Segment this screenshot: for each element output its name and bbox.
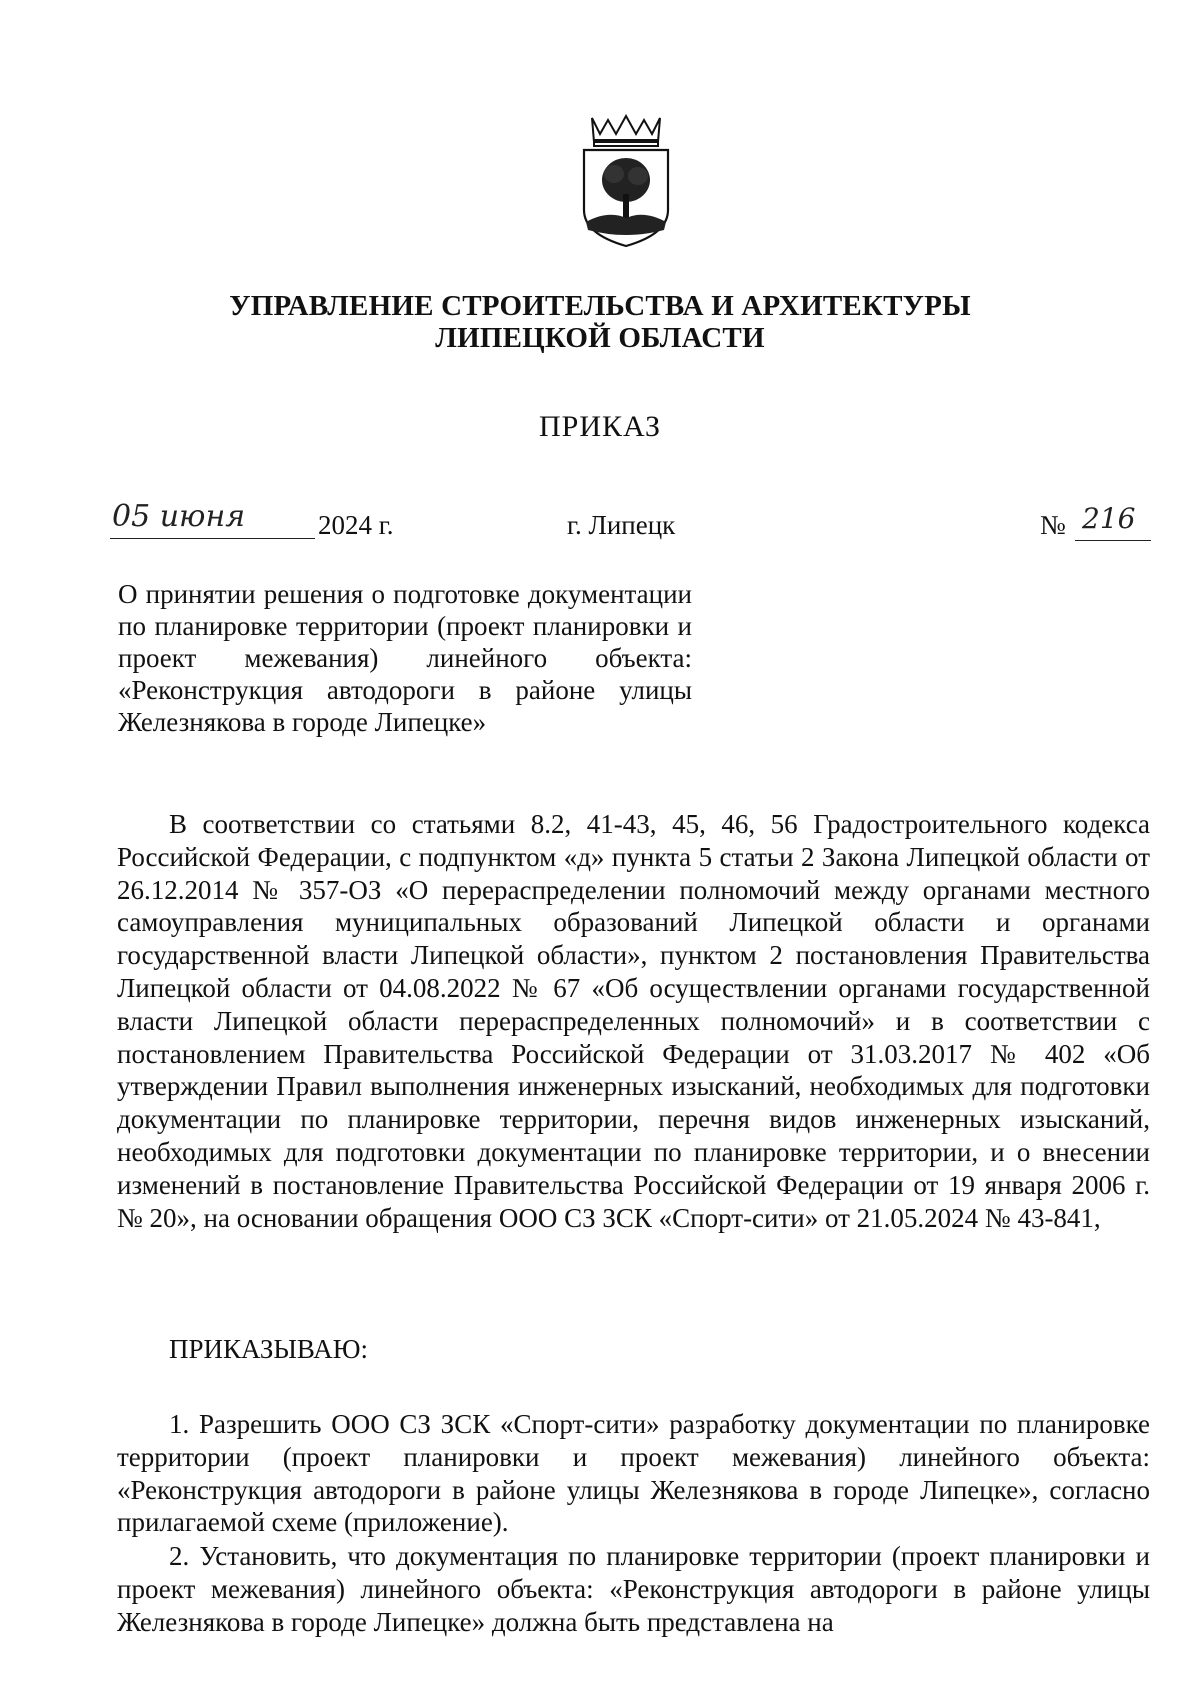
- number-underline: [1075, 540, 1151, 541]
- order-subject: О принятии решения о подготовке документации по планировке территории (проект планировки и проект межевания) линейного объекта: «Реконструкция автодороги в районе улицы Железнякова в городе Липецке»: [118, 579, 692, 737]
- order-item: 2. Установить, что документация по планировке территории (проект планировки и проект межевания) линейного объекта: «Реконструкция автодороги в районе улицы Железнякова в городе Липецке» должна быть представлена на: [117, 1541, 1150, 1637]
- organization-name-line1: УПРАВЛЕНИЕ СТРОИТЕЛЬСТВА И АРХИТЕКТУРЫ: [229, 290, 971, 322]
- date-underline: [110, 538, 315, 539]
- svg-text:216: 216: [1082, 502, 1136, 535]
- date-line: [0, 499, 1200, 544]
- order-item: 1. Разрешить ООО СЗ ЗСК «Спорт-сити» разработку документации по планировке территории (проект планировки и проект межевания) линейного объекта: «Реконструкция автодороги в районе улицы Железнякова в городе Липецке», согласно прилагаемой схеме (приложение).: [117, 1409, 1150, 1538]
- handwritten-number: [1080, 498, 1140, 538]
- number-label: №: [1040, 510, 1066, 540]
- organization-name-line2: ЛИПЕЦКОЙ ОБЛАСТИ: [435, 322, 765, 354]
- lipetsk-coat-of-arms-icon: [578, 114, 674, 248]
- svg-text:05 июня: 05 июня: [112, 499, 246, 534]
- date-year: 2024 г.: [318, 510, 394, 540]
- preamble-paragraph: В соответствии со статьями 8.2, 41-43, 45, 46, 56 Градостроительного кодекса Российской Федерации, с подпунктом «д» пункта 5 статьи 2 Закона Липецкой области от 26.12.2014 № 357-ОЗ «О перераспределении полномочий между органами местного самоуправления муниципальных образований Липецкой области и органами государственной власти Липецкой области», пунктом 2 постановления Правительства Липецкой области от 04.08.2022 № 67 «Об осуществлении органами государственной власти Липецкой области перераспределенных полномочий» и в соответствии с постановлением Правительства Российской Федерации от 31.03.2017 № 402 «Об утверждении Правил выполнения инженерных изысканий, необходимых для подготовки документации по планировке территории, перечня видов инженерных изысканий, необходимых для подготовки документации по планировке территории, и о внесении изменений в постановление Правительства Российской Федерации от 19 января 2006 г. № 20», на основании обращения ООО СЗ ЗСК «Спорт-сити» от 21.05.2024 № 43-841,: [117, 809, 1150, 1233]
- order-directive-word: ПРИКАЗЫВАЮ:: [169, 1334, 368, 1364]
- document-type-title: ПРИКАЗ: [539, 410, 661, 443]
- city-name: г. Липецк: [567, 510, 676, 540]
- handwritten-date: [108, 496, 308, 536]
